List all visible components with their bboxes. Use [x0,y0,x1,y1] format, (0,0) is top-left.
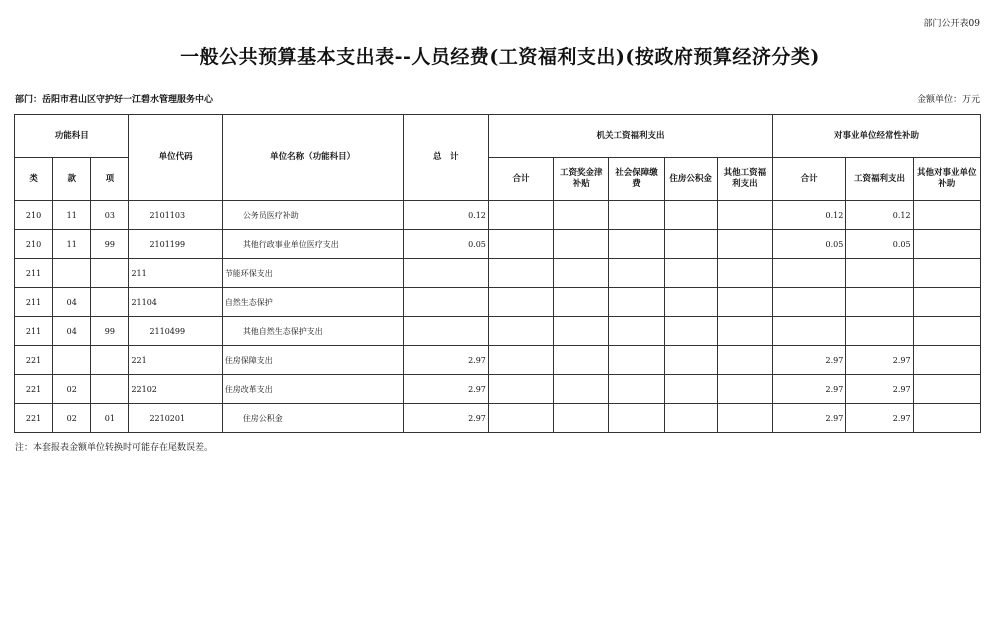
inst-other-cell [913,288,980,317]
total-cell: 2.97 [403,346,488,375]
org-sum-cell [488,259,553,288]
org-group-header: 机关工资福利支出 [488,115,772,158]
org-housing-cell [664,230,717,259]
amount-unit-label: 金额单位：万元 [916,95,980,105]
org-salary-cell [554,230,609,259]
unit-code-cell: 21104 [129,288,222,317]
total-cell [403,259,488,288]
budget-table [14,114,981,433]
inst-salary-cell: 2.97 [846,375,913,404]
unit-code-cell: 211 [129,259,222,288]
inst-other-cell [913,201,980,230]
lei-cell: 210 [15,201,53,230]
org-sum-cell [488,230,553,259]
unit-code-cell: 22102 [129,375,222,404]
org-social-cell [609,259,664,288]
inst-sum-cell: 2.97 [773,375,846,404]
org-sum-cell [488,346,553,375]
department-label: 部门：岳阳市君山区守护好一江碧水管理服务中心 [15,95,214,105]
inst-sum-cell: 0.05 [773,230,846,259]
org-social-cell [609,346,664,375]
lei-header: 类 [15,158,53,201]
inst-sum-header: 合计 [773,158,846,201]
org-sum-cell [488,404,553,433]
xiang-cell: 03 [91,201,129,230]
kuan-cell: 04 [53,317,91,346]
total-cell: 0.12 [403,201,488,230]
org-housing-header: 住房公积金 [664,158,717,201]
org-other-cell [717,259,772,288]
lei-cell: 221 [15,346,53,375]
xiang-cell [91,259,129,288]
inst-other-cell [913,317,980,346]
kuan-cell [53,346,91,375]
kuan-cell: 02 [53,375,91,404]
unit-name-cell: 其他自然生态保护支出 [222,317,403,346]
kuan-header: 款 [53,158,91,201]
unit-name-cell: 住房保障支出 [222,346,403,375]
inst-sum-cell: 2.97 [773,404,846,433]
table-row [15,346,981,375]
xiang-cell: 99 [91,230,129,259]
table-row [15,317,981,346]
table-row [15,201,981,230]
kuan-cell: 11 [53,201,91,230]
inst-salary-cell: 0.12 [846,201,913,230]
total-header: 总 计 [403,115,488,201]
org-housing-cell [664,346,717,375]
unit-name-cell: 其他行政事业单位医疗支出 [222,230,403,259]
table-row [15,288,981,317]
inst-sum-cell: 0.12 [773,201,846,230]
org-salary-cell [554,201,609,230]
inst-other-cell [913,404,980,433]
inst-salary-cell: 2.97 [846,404,913,433]
unit-name-header: 单位名称（功能科目） [222,115,403,201]
inst-salary-cell: 2.97 [846,346,913,375]
inst-other-cell [913,375,980,404]
footnote: 注：本套报表金额单位转换时可能存在尾数误差。 [15,443,214,453]
org-housing-cell [664,201,717,230]
table-row [15,259,981,288]
xiang-cell: 01 [91,404,129,433]
org-social-header: 社会保障缴费 [609,158,664,201]
table-row [15,404,981,433]
xiang-cell [91,375,129,404]
inst-salary-header: 工资福利支出 [846,158,913,201]
org-salary-cell [554,375,609,404]
unit-name-cell: 自然生态保护 [222,288,403,317]
lei-cell: 210 [15,230,53,259]
unit-name-cell: 公务员医疗补助 [222,201,403,230]
org-other-cell [717,201,772,230]
lei-cell: 211 [15,259,53,288]
unit-code-cell: 221 [129,346,222,375]
kuan-cell: 11 [53,230,91,259]
table-row [15,230,981,259]
org-housing-cell [664,404,717,433]
unit-code-cell: 2101199 [129,230,222,259]
xiang-cell: 99 [91,317,129,346]
org-sum-cell [488,201,553,230]
org-other-cell [717,230,772,259]
unit-name-cell: 节能环保支出 [222,259,403,288]
org-housing-cell [664,259,717,288]
header-row-1 [15,115,981,158]
org-other-cell [717,346,772,375]
org-social-cell [609,230,664,259]
xiang-header: 项 [91,158,129,201]
total-cell: 2.97 [403,404,488,433]
org-other-cell [717,404,772,433]
kuan-cell: 04 [53,288,91,317]
org-social-cell [609,201,664,230]
org-salary-header: 工资奖金津补贴 [554,158,609,201]
org-sum-cell [488,288,553,317]
org-social-cell [609,404,664,433]
org-sum-cell [488,317,553,346]
lei-cell: 221 [15,404,53,433]
org-other-cell [717,317,772,346]
xiang-cell [91,288,129,317]
table-row [15,375,981,404]
lei-cell: 211 [15,288,53,317]
unit-name-cell: 住房改革支出 [222,375,403,404]
unit-code-cell: 2110499 [129,317,222,346]
lei-cell: 221 [15,375,53,404]
inst-salary-cell [846,317,913,346]
unit-name-cell: 住房公积金 [222,404,403,433]
kuan-cell [53,259,91,288]
org-salary-cell [554,346,609,375]
table-number: 部门公开表09 [923,19,980,29]
inst-sum-cell [773,259,846,288]
inst-salary-cell [846,288,913,317]
func-subject-header: 功能科目 [15,115,129,158]
lei-cell: 211 [15,317,53,346]
inst-sum-cell [773,317,846,346]
total-cell [403,288,488,317]
org-social-cell [609,317,664,346]
org-housing-cell [664,375,717,404]
inst-other-header: 其他对事业单位补助 [913,158,980,201]
inst-other-cell [913,259,980,288]
org-salary-cell [554,317,609,346]
inst-other-cell [913,346,980,375]
org-social-cell [609,288,664,317]
page-title: 一般公共预算基本支出表--人员经费(工资福利支出)(按政府预算经济分类) [180,46,820,68]
org-housing-cell [664,288,717,317]
org-salary-cell [554,259,609,288]
org-sum-header: 合计 [488,158,553,201]
inst-other-cell [913,230,980,259]
org-salary-cell [554,288,609,317]
org-housing-cell [664,317,717,346]
total-cell: 0.05 [403,230,488,259]
org-other-header: 其他工资福利支出 [717,158,772,201]
inst-salary-cell: 0.05 [846,230,913,259]
inst-salary-cell [846,259,913,288]
total-cell: 2.97 [403,375,488,404]
xiang-cell [91,346,129,375]
total-cell [403,317,488,346]
unit-code-cell: 2210201 [129,404,222,433]
org-other-cell [717,288,772,317]
inst-sum-cell [773,288,846,317]
inst-sum-cell: 2.97 [773,346,846,375]
org-salary-cell [554,404,609,433]
org-sum-cell [488,375,553,404]
org-other-cell [717,375,772,404]
inst-group-header: 对事业单位经常性补助 [773,115,981,158]
unit-code-cell: 2101103 [129,201,222,230]
org-social-cell [609,375,664,404]
kuan-cell: 02 [53,404,91,433]
unit-code-header: 单位代码 [129,115,222,201]
